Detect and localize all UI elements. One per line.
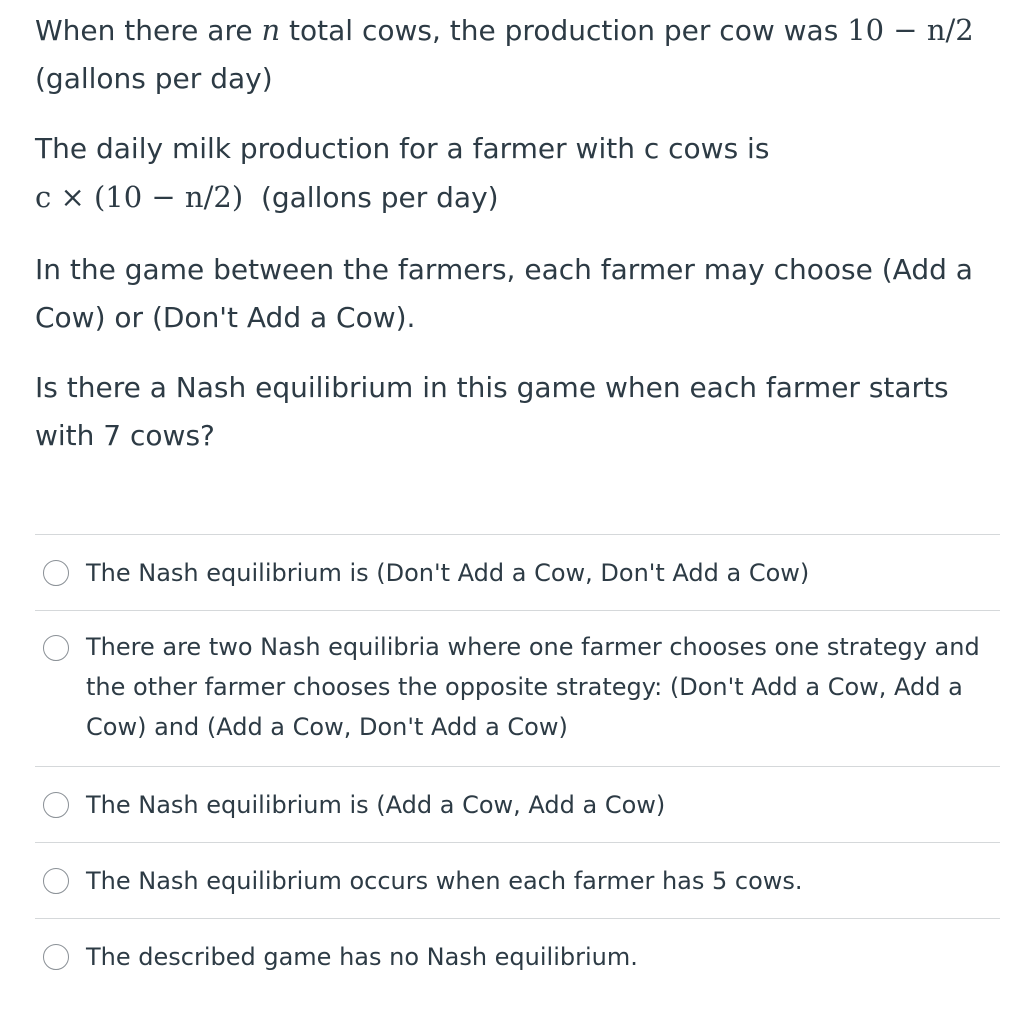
radio-button[interactable] (43, 635, 69, 661)
question-text: total cows, the production per cow was (280, 14, 848, 47)
answer-label: There are two Nash equilibria where one farmer chooses one strategy and the other farmer chooses the opposite strategy: (Don't Add a Cow, Add a Cow) and (Add a Cow, Don't Add a Cow) (86, 633, 980, 741)
question-paragraph-4: Is there a Nash equilibrium in this game when each farmer starts with 7 cows? (35, 371, 949, 452)
answer-option[interactable] (35, 843, 1000, 919)
answer-label: The described game has no Nash equilibrium. (86, 943, 638, 971)
answer-option[interactable] (35, 919, 1000, 995)
formula-per-cow: 10 − n/2 (847, 13, 974, 47)
radio-button[interactable] (43, 868, 69, 894)
answer-list (35, 534, 1000, 995)
answer-label: The Nash equilibrium occurs when each farmer has 5 cows. (86, 866, 803, 895)
answer-label: The Nash equilibrium is (Don't Add a Cow, Don't Add a Cow) (86, 558, 810, 587)
radio-button[interactable] (43, 792, 69, 818)
question-paragraph-1 (35, 6, 1000, 103)
question-text: When there are (35, 14, 262, 47)
radio-button[interactable] (43, 944, 69, 970)
answer-option[interactable] (35, 611, 1000, 767)
answer-option[interactable] (35, 535, 1000, 611)
variable-n: n (261, 13, 281, 47)
question-body (35, 6, 1000, 460)
question-paragraph-3: In the game between the farmers, each farmer may choose (Add a Cow) or (Don't Add a Cow). (35, 253, 973, 334)
question-text: (gallons per day) (260, 181, 499, 214)
radio-button[interactable] (43, 560, 69, 586)
question-text: (gallons per day) (35, 62, 273, 95)
formula-daily-production: c × (10 − n/2) (35, 180, 244, 214)
question-paragraph-2 (35, 125, 1000, 222)
answer-option[interactable] (35, 767, 1000, 843)
answer-label: The Nash equilibrium is (Add a Cow, Add a Cow) (86, 790, 666, 819)
question-text: The daily milk production for a farmer with c cows is (35, 132, 770, 165)
